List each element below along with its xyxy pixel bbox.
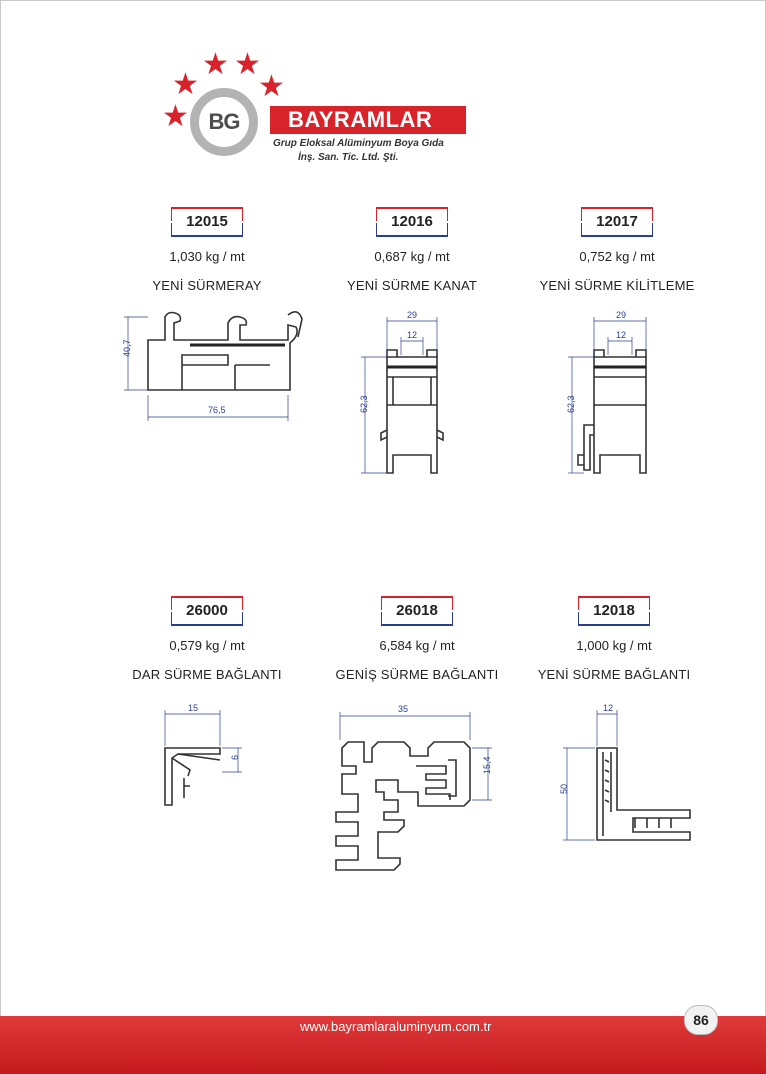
dimension-label: 50: [559, 783, 569, 794]
dimension-label: 12: [603, 703, 614, 713]
product-name: DAR SÜRME BAĞLANTI: [132, 667, 282, 682]
product-code-box: [171, 207, 243, 237]
footer-website-link[interactable]: www.bayramlaraluminyum.com.tr: [300, 1019, 492, 1034]
product-name: GENİŞ SÜRME BAĞLANTI: [335, 667, 499, 682]
star-icon: ★: [234, 48, 261, 81]
company-logo: [160, 50, 480, 180]
product-code-box: [376, 207, 448, 237]
profile-drawing-26018: [328, 700, 498, 880]
product-code: 12017: [596, 213, 638, 230]
dimension-label: 15,4: [482, 756, 492, 774]
brand-subtitle-2: İnş. San. Tic. Ltd. Şti.: [298, 152, 399, 163]
dimension-label: 29: [616, 310, 627, 320]
product-code-box: [171, 596, 243, 626]
product-name: YENİ SÜRME BAĞLANTI: [537, 667, 691, 682]
product-code: 12015: [186, 213, 228, 230]
product-name: YENİ SÜRME KİLİTLEME: [539, 278, 695, 293]
product-weight: 0,687 kg / mt: [374, 249, 450, 264]
star-icon: ★: [202, 48, 229, 81]
product-code-box: [578, 596, 650, 626]
product-code-box: [381, 596, 453, 626]
product-weight: 0,579 kg / mt: [169, 638, 245, 653]
product-12018: [514, 596, 714, 682]
dimension-label: 12: [616, 330, 627, 340]
product-26000: [107, 596, 307, 682]
brand-subtitle-1: Grup Eloksal Alüminyum Boya Gıda: [273, 138, 444, 149]
product-weight: 1,030 kg / mt: [169, 249, 245, 264]
profile-drawing-26000: [150, 700, 260, 815]
logo-initials: BG: [208, 109, 240, 134]
profile-drawing-12015: [110, 305, 320, 430]
star-icon: ★: [172, 68, 199, 101]
product-weight: 1,000 kg / mt: [576, 638, 652, 653]
product-name: YENİ SÜRME KANAT: [346, 278, 478, 293]
product-code: 26018: [396, 602, 438, 619]
profile-drawing-12018: [545, 700, 705, 850]
brand-name: BAYRAMLAR: [288, 107, 433, 132]
product-26018: [317, 596, 517, 682]
dimension-label: 12: [407, 330, 418, 340]
dimension-label: 29: [407, 310, 418, 320]
logo-ring: [190, 88, 258, 156]
product-weight: 6,584 kg / mt: [379, 638, 455, 653]
dimension-label: 40,7: [122, 339, 132, 357]
product-code: 12018: [593, 602, 635, 619]
dimension-label: 62,3: [566, 395, 576, 413]
page-number: 86: [684, 1005, 718, 1035]
dimension-label: 35: [398, 704, 409, 714]
star-icon: ★: [258, 70, 285, 103]
dimension-label: 76,5: [208, 405, 226, 415]
dimension-label: 15: [188, 703, 199, 713]
star-icon: ★: [162, 100, 189, 133]
product-weight: 0,752 kg / mt: [579, 249, 655, 264]
profile-drawing-12016: [345, 305, 455, 485]
product-12015: [107, 207, 307, 293]
product-name: YENİ SÜRMERAY: [152, 278, 262, 293]
product-12016: [312, 207, 512, 293]
dimension-label: 62,3: [359, 395, 369, 413]
product-code-box: [581, 207, 653, 237]
dimension-label: 6: [230, 754, 240, 760]
product-12017: [517, 207, 717, 293]
product-code: 26000: [186, 602, 228, 619]
product-code: 12016: [391, 213, 433, 230]
profile-drawing-12017: [550, 305, 660, 485]
